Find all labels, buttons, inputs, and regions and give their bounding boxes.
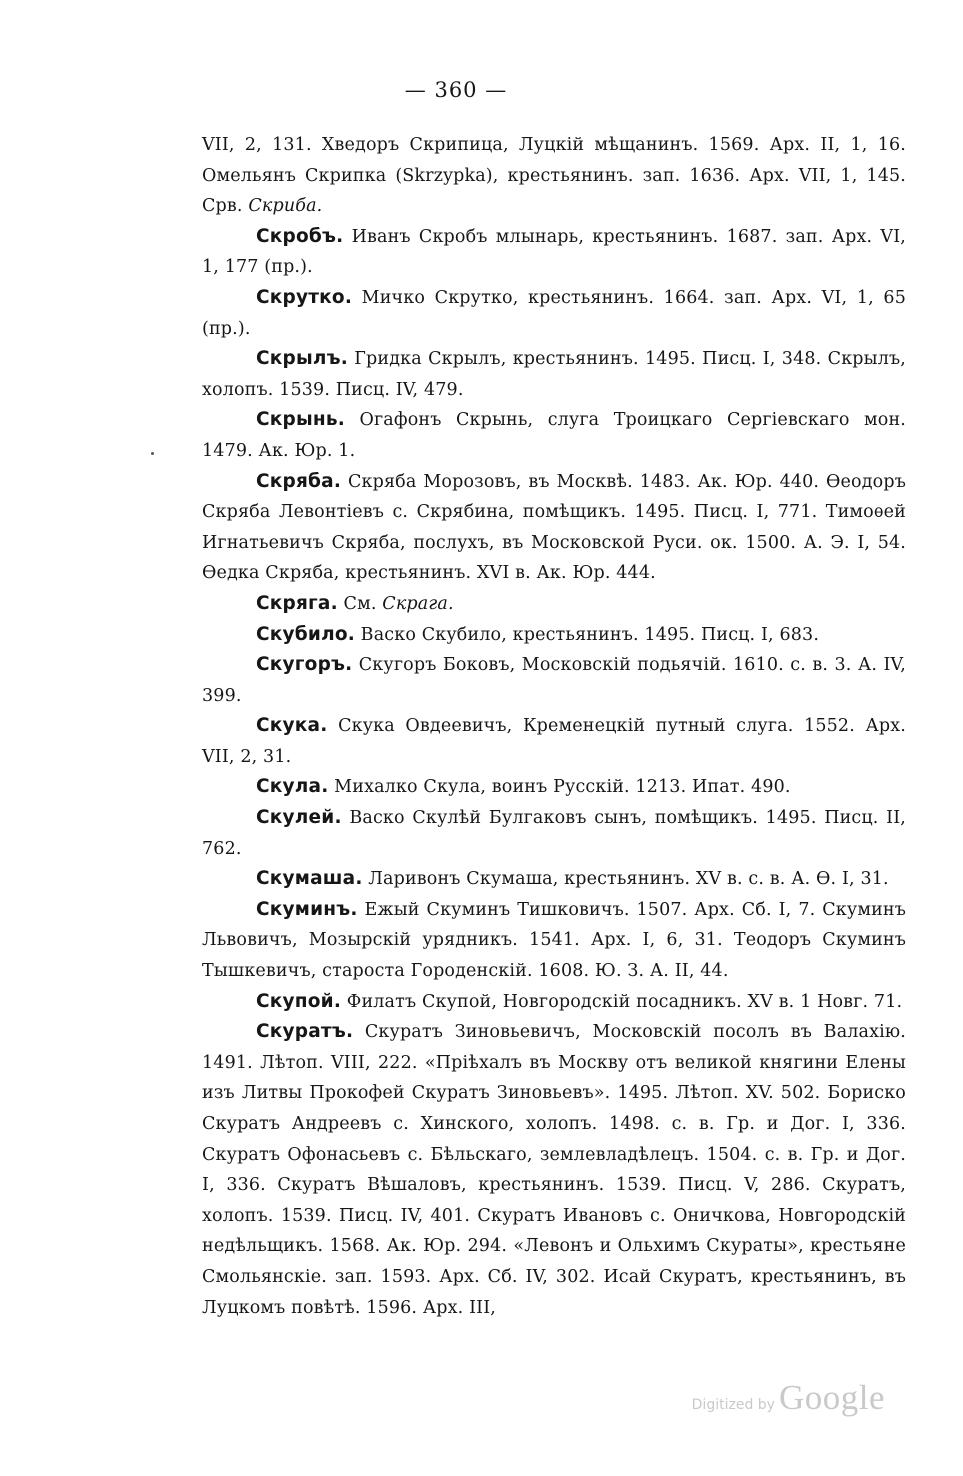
google-logo: Google <box>778 1378 885 1417</box>
entry-headword: Скука. <box>256 715 328 737</box>
entry-headword: Скула. <box>256 776 329 798</box>
entry-text: Васко Скулѣй Булгаковъ сынъ, помѣщикъ. 1495. Писц. II, 762. <box>202 808 906 859</box>
entry-text: Скугоръ Боковъ, Московскій подьячій. 1610. с. в. 3. А. IV, 399. <box>202 655 906 706</box>
entry-paragraph <box>202 772 906 803</box>
entry-text: Ежый Скуминъ Тишковичъ. 1507. Арх. Сб. I, 7. Скуминъ Львовичъ, Мозырскій урядникъ. 1541. Арх. I, 6, 31. Теодоръ Скуминъ Тышкевичъ, староста Городенскій. 1608. Ю. З. А. II, 44. <box>202 899 906 982</box>
entry-headword: Скряба. <box>256 470 342 492</box>
entry-paragraph <box>202 711 906 772</box>
entry-text: Ларивонъ Скумаша, крестьянинъ. XV в. с. в. А. Ѳ. I, 31. <box>362 869 889 890</box>
entry-paragraph <box>202 283 906 344</box>
entry-headword: Скуминъ. <box>256 898 358 920</box>
entry-text: VII, 2, 131. Хведоръ Скрипица, Луцкій мѣщанинъ. 1569. Арх. II, 1, 16. Омельянъ Скрипка (Skrzypka), крестьянинъ. зап. 1636. Арх. VII, 1, 145. Срв. <box>202 135 906 217</box>
entry-text: См. <box>337 593 383 614</box>
entry-headword: Скрылъ. <box>256 348 348 370</box>
scan-speck <box>151 452 154 455</box>
entry-text: Скука Овдеевичъ, Кременецкій путный слуга. 1552. Арх. VII, 2, 31. <box>202 716 906 767</box>
entry-paragraph <box>202 222 906 283</box>
page-number: — 360 — <box>404 78 508 102</box>
digitized-by-google-watermark <box>692 1378 885 1418</box>
entry-paragraph <box>202 987 906 1018</box>
entry-headword: Скугоръ. <box>256 654 353 676</box>
entry-paragraph <box>202 130 906 222</box>
entry-headword: Скрынь. <box>256 409 346 431</box>
entry-paragraph <box>202 620 906 651</box>
entry-headword: Скупой. <box>256 990 342 1012</box>
entry-paragraph <box>202 650 906 711</box>
entry-text: Филатъ Скупой, Новгородскій посадникъ. XV в. 1 Новг. 71. <box>341 991 903 1012</box>
watermark-prefix: Digitized by <box>691 1397 775 1413</box>
entry-text: Иванъ Скробъ млынарь, крестьянинъ. 1687. зап. Арх. VI, 1, 177 (пр.). <box>202 226 906 278</box>
entry-headword: Скубило. <box>256 623 355 645</box>
entry-text: Васко Скубило, крестьянинъ. 1495. Писц. I, 683. <box>354 624 820 645</box>
entry-paragraph <box>202 467 906 589</box>
entry-text: Скуратъ Зиновьевичъ, Московскій посолъ въ Валахію. 1491. Лѣтоп. VIII, 222. «Пріѣхалъ въ Москву отъ великой княгини Елены изъ Литвы Прокофей Скуратъ Зиновьевъ». 1495. Лѣтоп. XV. 502. Бориско Скуратъ Андреевъ с. Хинского, холопъ. 1498. с. в. Гр. и Дог. I, 336. Скуратъ Офонасьевъ с. Бѣльскаго, землевладѣлецъ. 1504. с. в. Гр. и Дог. I, 336. Скуратъ Вѣшаловъ, крестьянинъ. 1539. Писц. V, 286. Скуратъ, холопъ. 1539. Писц. IV, 401. Скуратъ Ивановъ с. Оничкова, Новгородскій недѣльщикъ. 1568. Ак. Юр. 294. «Левонъ и Ольхимъ Скураты», крестьяне Смольянскіе. зап. 1593. Арх. Сб. IV, 302. Исай Скуратъ, крестьянинъ, въ Луцкомъ повѣтѣ. 1596. Арх. III, <box>202 1022 906 1318</box>
entry-paragraph <box>202 864 906 895</box>
entry-text: Мичко Скрутко, крестьянинъ. 1664. зап. Арх. VI, 1, 65 (пр.). <box>202 287 906 339</box>
entry-paragraph <box>202 589 906 620</box>
entry-paragraph <box>202 1017 906 1323</box>
entry-paragraph <box>202 344 906 405</box>
entry-headword: Скряга. <box>256 592 338 614</box>
entry-paragraph <box>202 803 906 864</box>
entry-paragraph <box>202 405 906 466</box>
entry-headword: Скулей. <box>256 807 342 829</box>
entry-paragraph <box>202 895 906 987</box>
dictionary-text <box>202 130 906 1323</box>
entry-text: Михалко Скула, воинъ Русскій. 1213. Ипат. 490. <box>328 777 791 798</box>
entry-text: Гридка Скрылъ, крестьянинъ. 1495. Писц. I, 348. Скрылъ, холопъ. 1539. Писц. IV, 479. <box>202 349 906 400</box>
entry-cross-reference: Скрага. <box>382 593 454 614</box>
entry-headword: Скуратъ. <box>256 1021 354 1043</box>
entry-text: Скряба Морозовъ, въ Москвѣ. 1483. Ак. Юр. 440. Ѳеодоръ Скряба Левонтіевъ с. Скрябина, помѣщикъ. 1495. Писц. I, 771. Тимоѳей Игнатьевичъ Скряба, послухъ, въ Московской Руси. ок. 1500. А. Э. I, 54. Ѳедка Скряба, крестьянинъ. XVI в. Ак. Юр. 444. <box>202 471 906 584</box>
entry-cross-reference: Скриба. <box>248 196 323 217</box>
entry-headword: Скробъ. <box>256 225 344 247</box>
entry-headword: Скумаша. <box>256 868 363 890</box>
entry-headword: Скрутко. <box>256 286 353 308</box>
entry-text: Огафонъ Скрынь, слуга Троицкаго Сергіевскаго мон. 1479. Ак. Юр. 1. <box>202 410 906 461</box>
